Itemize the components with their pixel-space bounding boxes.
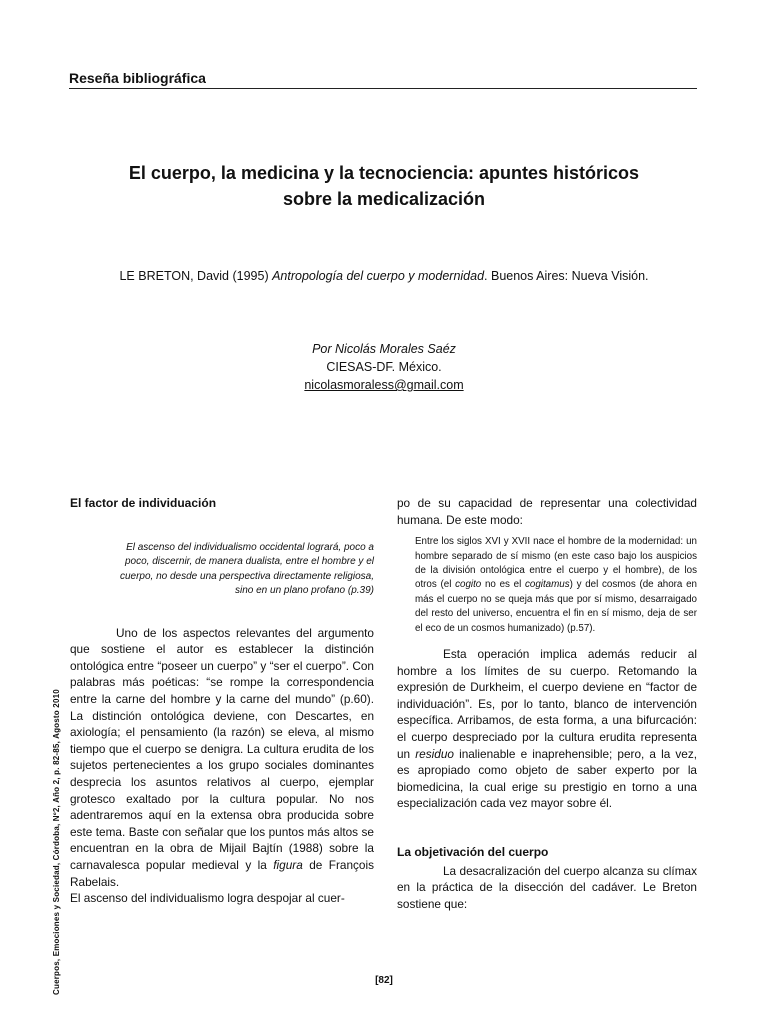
body-paragraph-4: La desacralización del cuerpo alcanza su clímax en la práctica de la disección del cadáver. Le Breton sostiene que:: [397, 863, 697, 911]
article-title: [70, 160, 698, 212]
quote-text-3: ) y del cosmos (de ahora en más el cuerpo no se queja más que por sí mismo, desarraigado del resto del universo, encuentra el fin en sí mismo, deja de ser el eco de un cosmos humanizado) (p.57).: [415, 579, 697, 634]
byline-email-link[interactable]: nicolasmoraless@gmail.com: [304, 378, 464, 392]
section-heading-individuacion: El factor de individuación: [70, 496, 217, 510]
continuation-paragraph: po de su capacidad de representar una colectividad humana. De este modo:: [397, 496, 697, 527]
epigraph: El ascenso del individualismo occidental logrará, poco a poco, discernir, de manera dualista, entre el hombre y el cuerpo, no desde una perspectiva directamente religiosa, sino en un plano profano (p.39): [119, 541, 374, 597]
reference-author-year: LE BRETON, David (1995): [119, 269, 273, 283]
quote-italic-cogito: cogito: [455, 579, 482, 591]
journal-sidebar-citation: Cuerpos, Emociones y Sociedad, Córdoba, Nº2, Año 2, p. 82-85, Agosto 2010: [52, 689, 61, 995]
quote-text-2: no es el: [481, 579, 525, 591]
reference-publisher: . Buenos Aires: Nueva Visión.: [484, 269, 649, 283]
paragraph-italic-residuo: residuo: [415, 746, 454, 761]
paragraph-text-end: de François Rabelais.: [70, 857, 374, 889]
title-line-2: sobre la medicalización: [282, 189, 486, 209]
byline: [70, 340, 698, 394]
body-paragraph-2: El ascenso del individualismo logra despojar al cuer-: [70, 891, 345, 906]
page-number: [82]: [375, 975, 393, 986]
block-quote: [415, 535, 697, 636]
quote-italic-cogitamus: cogitamus: [524, 579, 570, 591]
quote-text: Entre los siglos XVI y XVII nace el hombre de la modernidad: un hombre separado de sí mismo (en este caso bajo los auspicios de la división ontológica entre el cuerpo y el hombre), de los otros (el: [415, 536, 697, 591]
body-paragraph: [70, 625, 374, 891]
paragraph-text: Uno de los aspectos relevantes del argumento que sostiene el autor es establecer la distinción ontológica entre “poseer un cuerpo” y “ser el cuerpo”. Con palabras más poéticas: “se rompe la correspondencia entre la carne del hombre y la carne del mundo” (p.60). La distinción ontológica deviene, con Descartes, en axiología; el pensamiento (la razón) se eleva, al mismo tiempo que el cuerpo se denigra. La cultura erudita de los sujetos pertenecientes a los grupo sociales dominantes desprecia los asuntos relativos al cuerpo, ejemplar grotesco exaltado por la cultura popular. No nos adentraremos aquí en la extensa obra producida sobre este tema. Baste con señalar que los puntos más altos se encuentran en la obra de Mijail Bajtín (1988) sobre la carnavalesca popular medieval y la: [70, 625, 374, 872]
right-column: [397, 495, 697, 912]
left-column: [70, 495, 374, 907]
byline-author: Por Nicolás Morales Saéz: [312, 342, 456, 356]
reference-book-title: Antropología del cuerpo y modernidad: [272, 269, 485, 283]
paragraph-text: Esta operación implica además reducir al hombre a los límites de su cuerpo. Retomando la expresión de Durkheim, el cuerpo deviene en “factor de individuación”. Es, por lo tanto, blanco de intervención específica. Arribamos, de esta forma, a una bifurcación: el cuerpo despreciado por la cultura erudita representa un: [397, 647, 697, 761]
section-label: Reseña bibliográfica: [69, 70, 697, 89]
body-paragraph-3: [397, 646, 697, 812]
title-line-1: El cuerpo, la medicina y la tecnociencia: apuntes históricos: [128, 163, 640, 183]
paragraph-italic: figura: [273, 857, 303, 872]
byline-affiliation: CIESAS-DF. México.: [326, 360, 442, 374]
section-heading-objetivacion: La objetivación del cuerpo: [397, 844, 549, 859]
book-reference: [70, 269, 698, 283]
paragraph-text-end: inalienable e inaprehensible; pero, a la vez, es apropiado como objeto de saber experto por la biomedicina, la cual erige su prestigio en torno a una especialización cada vez mayor sobre él.: [397, 746, 697, 811]
